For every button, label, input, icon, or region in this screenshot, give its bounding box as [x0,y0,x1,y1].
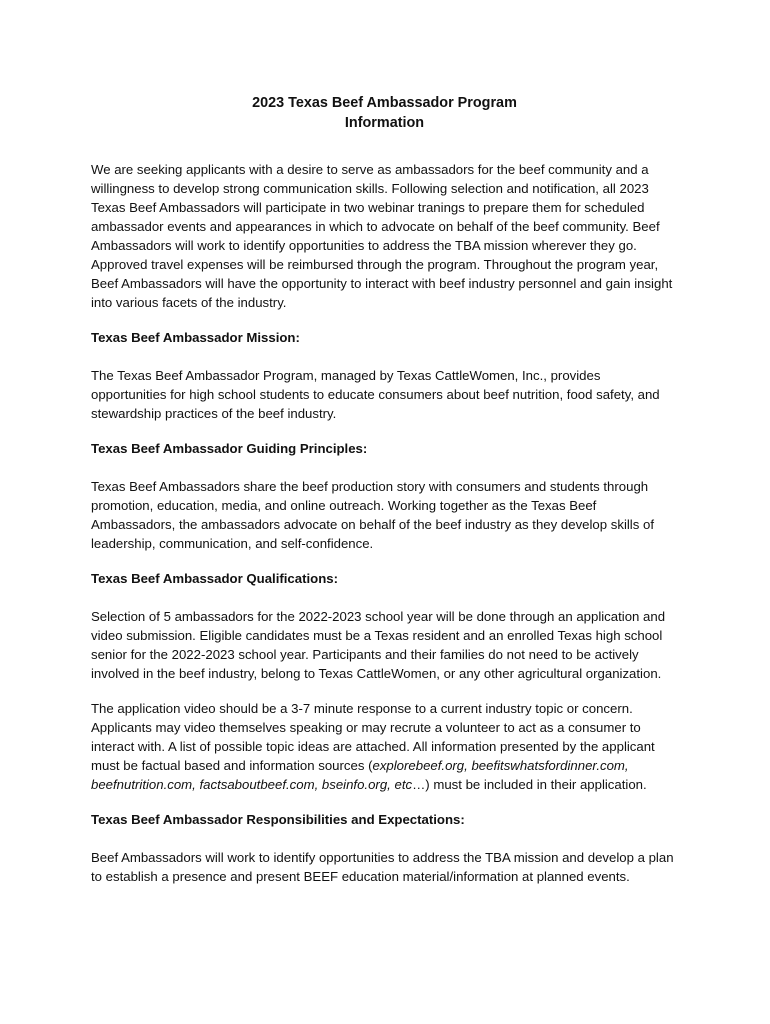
qualifications-heading: Texas Beef Ambassador Qualifications: [91,571,338,586]
information-sources: explorebeef.org, beefitswhatsfordinner.com, beefnutrition.com, factsaboutbeef.com, bseinfo.org, etc [91,758,629,792]
intro-paragraph: We are seeking applicants with a desire to serve as ambassadors for the beef community and a willingness to develop strong communication skills. Following selection and notification, all 2023 Texas Beef Ambassadors will participate in two webinar tranings to prepare them for scheduled ambassador events and appearances in which to advocate on behalf of the beef community. Beef Ambassadors will work to identify opportunities to address the TBA mission wherever they go. Approved travel expenses will be reimbursed through the program. Throughout the program year, Beef Ambassadors will have the opportunity to interact with beef industry personnel and gain insight into various facets of the industry. [91,162,673,310]
qualifications-paragraph-2 [91,699,678,794]
responsibilities-heading: Texas Beef Ambassador Responsibilities and Expectations: [91,812,465,827]
principles-paragraph: Texas Beef Ambassadors share the beef production story with consumers and students through promotion, education, media, and online outreach. Working together as the Texas Beef Ambassadors, the ambassadors advocate on behalf of the beef industry as they develop skills of leadership, communication, and self-confidence. [91,479,654,551]
principles-heading: Texas Beef Ambassador Guiding Principles: [91,441,368,456]
title-line-1: 2023 Texas Beef Ambassador Program [252,95,517,111]
document-title [91,93,678,133]
title-line-2: Information [344,115,425,131]
mission-paragraph: The Texas Beef Ambassador Program, managed by Texas CattleWomen, Inc., provides opportunities for high school students to educate consumers about beef nutrition, food safety, and stewardship practices of the beef industry. [91,368,660,421]
qualifications-paragraph-1: Selection of 5 ambassadors for the 2022-2023 school year will be done through an application and video submission. Eligible candidates must be a Texas resident and an enrolled Texas high school senior for the 2022-2023 school year. Participants and their families do not need to be actively involved in the beef industry, belong to Texas CattleWomen, or any other agricultural organization. [91,609,666,681]
video-requirements-text: The application video should be a 3-7 minute response to a current industry topic or concern. Applicants may video themselves speaking or may recrute a volunteer to act as a consumer to interact with. A list of possible topic ideas are attached. All information presented by the applicant must be factual based and information sources ( [91,701,655,773]
responsibilities-paragraph: Beef Ambassadors will work to identify opportunities to address the TBA mission and develop a plan to establish a presence and present BEEF education material/information at planned events. [91,850,674,884]
mission-heading: Texas Beef Ambassador Mission: [91,330,300,345]
video-requirements-text-end: …) must be included in their application. [412,777,647,792]
